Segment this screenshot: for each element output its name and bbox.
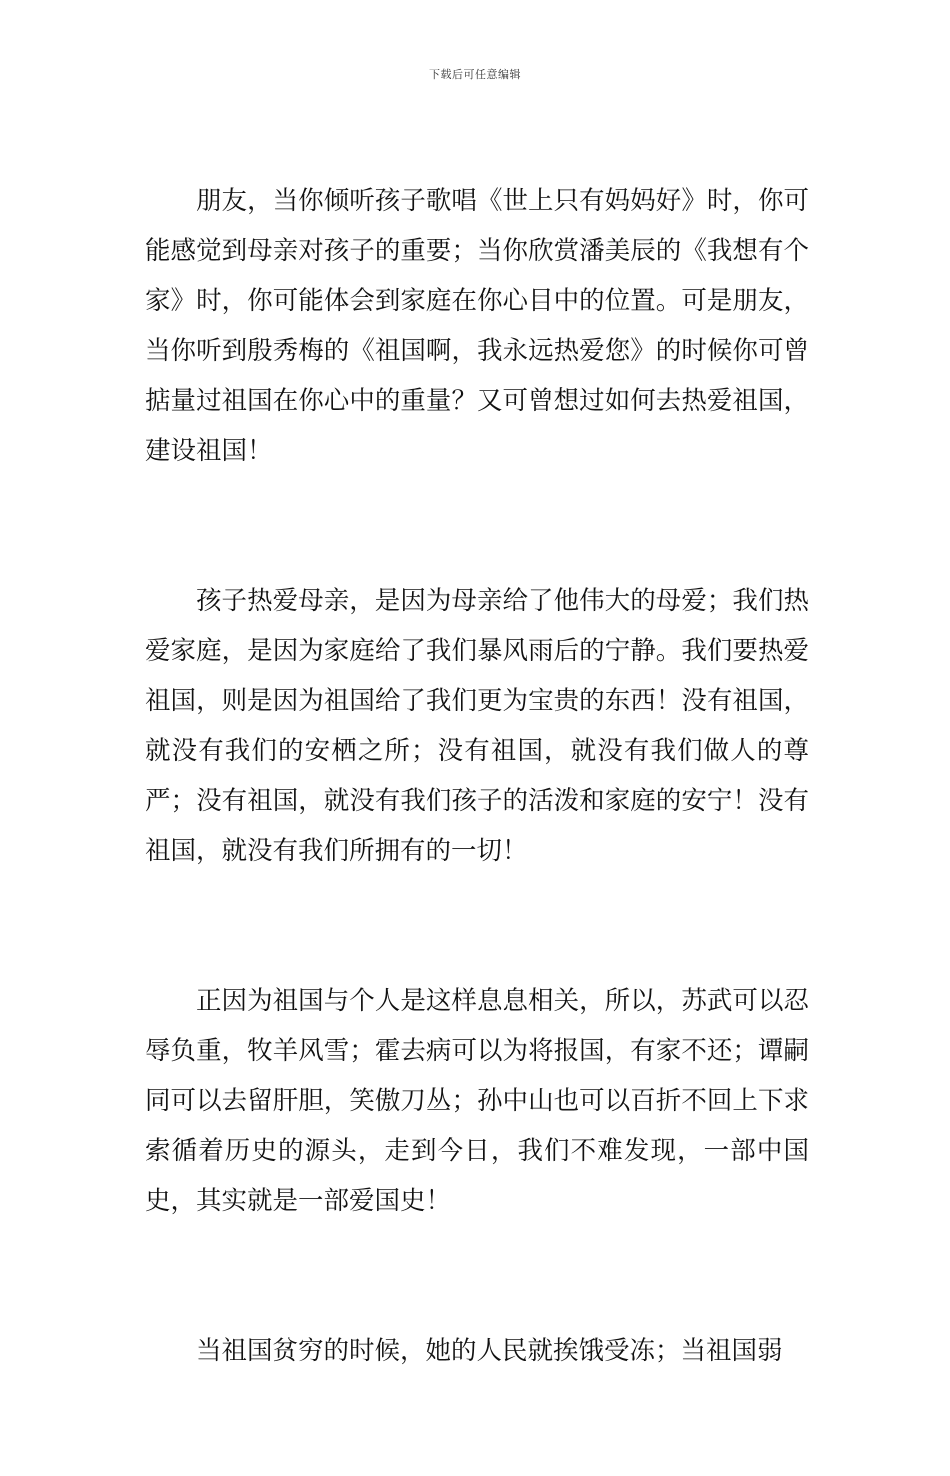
document-body bbox=[145, 176, 809, 1476]
paragraph-2: 孩子热爱母亲，是因为母亲给了他伟大的母爱；我们热爱家庭，是因为家庭给了我们暴风雨后的宁静。我们要热爱祖国，则是因为祖国给了我们更为宝贵的东西！没有祖国，就没有我们的安栖之所；没有祖国，就没有我们做人的尊严；没有祖国，就没有我们孩子的活泼和家庭的安宁！没有祖国，就没有我们所拥有的一切！ bbox=[145, 586, 809, 866]
paragraph-1: 朋友，当你倾听孩子歌唱《世上只有妈妈好》时，你可能感觉到母亲对孩子的重要；当你欣赏潘美辰的《我想有个家》时，你可能体会到家庭在你心目中的位置。可是朋友，当你听到殷秀梅的《祖国啊，我永远热爱您》的时候你可曾掂量过祖国在你心中的重量？又可曾想过如何去热爱祖国，建设祖国！ bbox=[145, 186, 809, 466]
page-header: 下载后可任意编辑 bbox=[429, 68, 521, 81]
paragraph-4: 当祖国贫穷的时候，她的人民就挨饿受冻；当祖国弱 bbox=[196, 1336, 783, 1366]
paragraph-3: 正因为祖国与个人是这样息息相关，所以，苏武可以忍辱负重，牧羊风雪；霍去病可以为将报国，有家不还；谭嗣同可以去留肝胆，笑傲刀丛；孙中山也可以百折不回上下求索循着历史的源头，走到今日，我们不难发现，一部中国史，其实就是一部爱国史！ bbox=[145, 986, 809, 1216]
